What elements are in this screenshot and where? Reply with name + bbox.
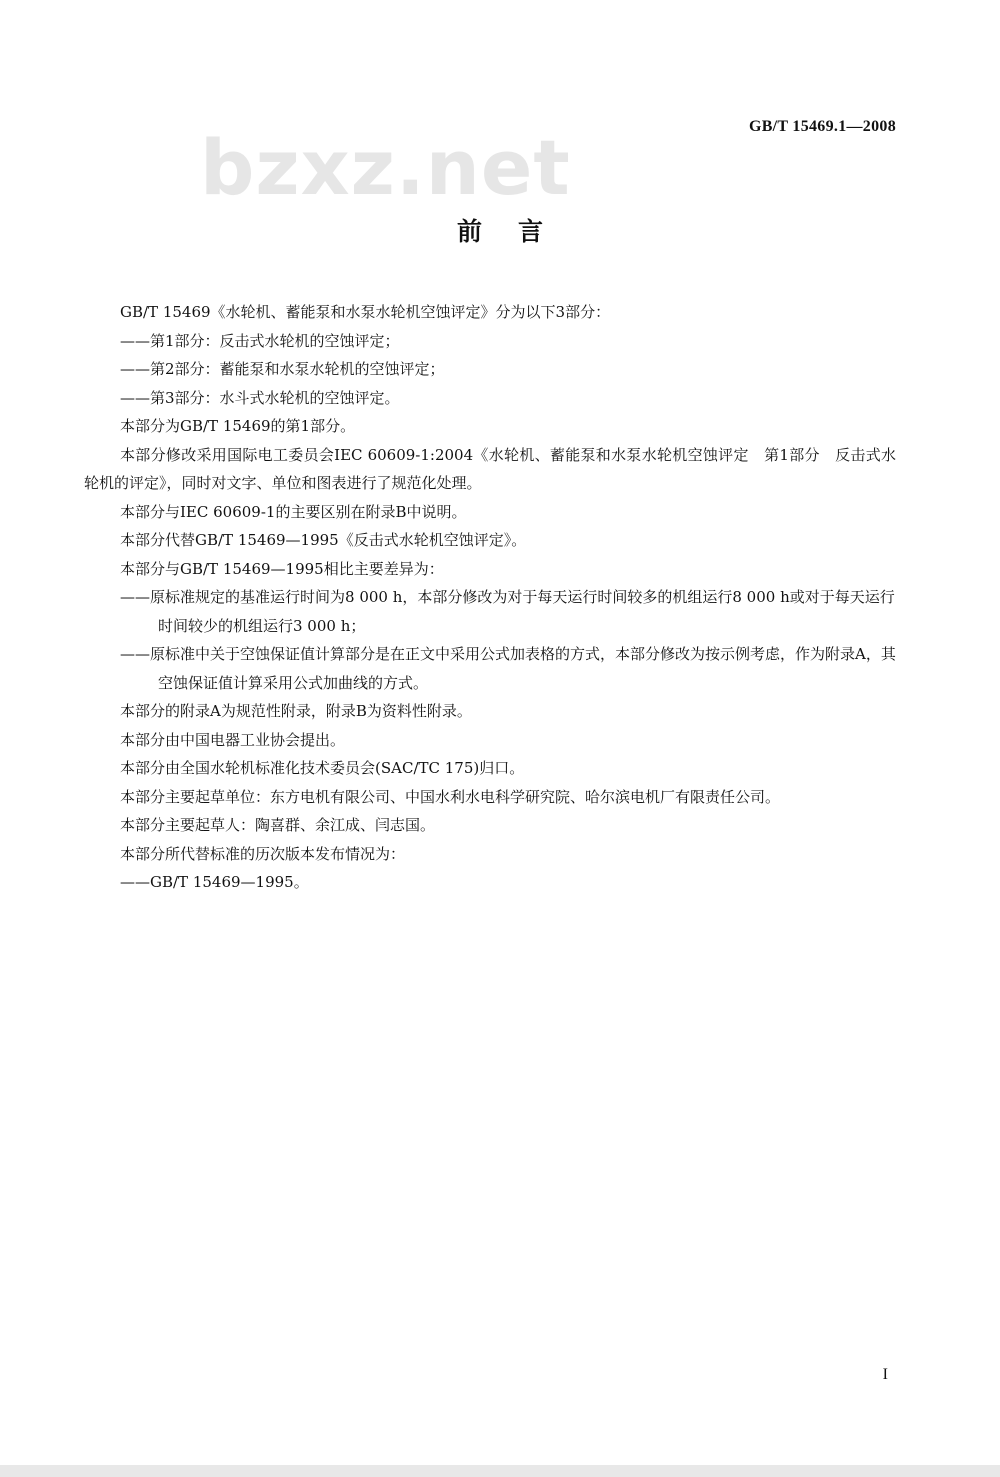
paragraph-series-intro: GB/T 15469《水轮机、蓄能泵和水泵水轮机空蚀评定》分为以下3部分： xyxy=(120,303,611,321)
paragraph-proposer: 本部分由中国电器工业协会提出。 xyxy=(120,730,346,749)
list-item-part-2: ——第2部分：蓄能泵和水泵水轮机的空蚀评定； xyxy=(120,360,445,378)
paragraph-differences-iec: 本部分与IEC 60609-1的主要区别在附录B中说明。 xyxy=(120,502,467,521)
paragraph-part-statement: 本部分为GB/T 15469的第1部分。 xyxy=(120,417,356,435)
page-title: 前言 xyxy=(456,217,579,246)
list-item-part-3: ——第3部分：水斗式水轮机的空蚀评定。 xyxy=(120,388,400,407)
list-item-change-1: ——原标准规定的基准运行时间为8 000 h，本部分修改为对于每天运行时间较多的机组运行8 000 h或对于每天运行时间较少的机组运行3 000 h； xyxy=(120,588,895,635)
paragraph-drafting-units: 本部分主要起草单位：东方电机有限公司、中国水利水电科学研究院、哈尔滨电机厂有限责任公司。 xyxy=(120,787,781,806)
list-item-part-1: ——第1部分：反击式水轮机的空蚀评定； xyxy=(120,331,400,350)
paragraph-annexes: 本部分的附录A为规范性附录，附录B为资料性附录。 xyxy=(120,702,472,720)
paragraph-changes-intro: 本部分与GB/T 15469—1995相比主要差异为： xyxy=(120,559,444,578)
paragraph-adoption: 本部分修改采用国际电工委员会IEC 60609-1:2004《水轮机、蓄能泵和水泵水轮机空蚀评定 第1部分 反击式水轮机的评定》，同时对文字、单位和图表进行了规范化处理。 xyxy=(84,445,896,492)
paragraph-replaces: 本部分代替GB/T 15469—1995《反击式水轮机空蚀评定》。 xyxy=(120,531,527,549)
list-item-history-1: ——GB/T 15469—1995。 xyxy=(120,873,309,891)
paragraph-drafters: 本部分主要起草人：陶喜群、余江成、闫志国。 xyxy=(120,816,436,834)
paragraph-history-intro: 本部分所代替标准的历次版本发布情况为： xyxy=(120,844,406,863)
paragraph-committee: 本部分由全国水轮机标准化技术委员会(SAC/TC 175)归口。 xyxy=(120,759,525,777)
foreword-body xyxy=(84,298,896,897)
list-item-change-2: ——原标准中关于空蚀保证值计算部分是在正文中采用公式加表格的方式，本部分修改为按示例考虑，作为附录A，其空蚀保证值计算采用公式加曲线的方式。 xyxy=(120,645,896,692)
standard-number: GB/T 15469.1—2008 xyxy=(748,118,896,135)
watermark: bzxz.net xyxy=(200,123,571,212)
page-number: I xyxy=(882,1366,888,1383)
